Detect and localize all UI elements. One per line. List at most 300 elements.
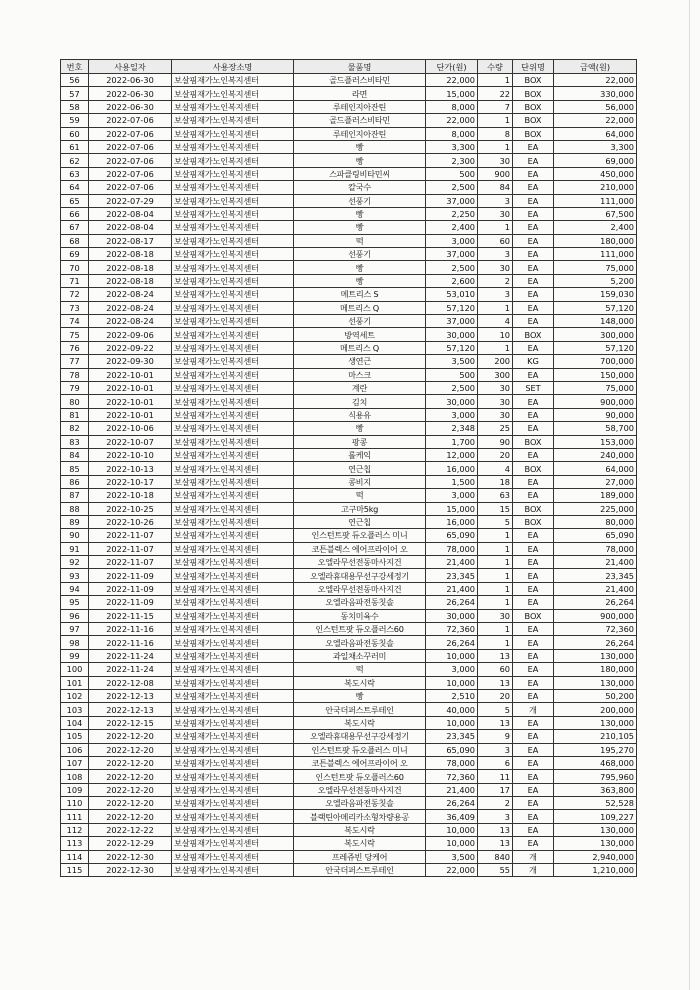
cell-facility: 보살핌재가노인복지센터: [172, 756, 294, 769]
cell-unit-price: 10,000: [426, 676, 478, 689]
cell-unit: EA: [513, 636, 554, 649]
cell-date: 2022-07-06: [89, 140, 172, 153]
cell-unit-price: 26,264: [426, 596, 478, 609]
table-row: [61, 154, 637, 167]
table-row: [61, 556, 637, 569]
cell-quantity: 1: [478, 542, 513, 555]
cell-unit: EA: [513, 489, 554, 502]
cell-date: 2022-10-13: [89, 462, 172, 475]
cell-date: 2022-11-24: [89, 649, 172, 662]
cell-number: 105: [61, 730, 89, 743]
table-row: [61, 489, 637, 502]
cell-facility: 보살핌재가노인복지센터: [172, 850, 294, 863]
cell-item: 오엘라무선전동마사지건: [294, 582, 426, 595]
cell-date: 2022-06-30: [89, 87, 172, 100]
cell-unit-price: 57,120: [426, 301, 478, 314]
cell-item: 떡: [294, 234, 426, 247]
cell-amount: 330,000: [554, 87, 637, 100]
cell-amount: 26,264: [554, 636, 637, 649]
cell-quantity: 1: [478, 636, 513, 649]
cell-date: 2022-11-07: [89, 556, 172, 569]
cell-amount: 57,120: [554, 301, 637, 314]
cell-facility: 보살핌재가노인복지센터: [172, 301, 294, 314]
page-edge: [689, 0, 690, 990]
cell-number: 87: [61, 489, 89, 502]
cell-facility: 보살핌재가노인복지센터: [172, 502, 294, 515]
cell-unit: EA: [513, 261, 554, 274]
table-row: [61, 167, 637, 180]
cell-facility: 보살핌재가노인복지센터: [172, 703, 294, 716]
cell-unit: EA: [513, 596, 554, 609]
cell-unit-price: 16,000: [426, 515, 478, 528]
table-row: [61, 475, 637, 488]
cell-item: 복도시락: [294, 716, 426, 729]
cell-unit-price: 3,000: [426, 234, 478, 247]
cell-date: 2022-12-30: [89, 850, 172, 863]
cell-unit: EA: [513, 167, 554, 180]
cell-unit-price: 22,000: [426, 74, 478, 87]
cell-unit-price: 8,000: [426, 100, 478, 113]
cell-amount: 111,000: [554, 248, 637, 261]
cell-unit-price: 3,000: [426, 663, 478, 676]
table-row: [61, 837, 637, 850]
cell-date: 2022-07-06: [89, 181, 172, 194]
table-row: [61, 408, 637, 421]
cell-amount: 240,000: [554, 448, 637, 461]
cell-facility: 보살핌재가노인복지센터: [172, 864, 294, 877]
cell-unit-price: 30,000: [426, 328, 478, 341]
cell-unit-price: 26,264: [426, 797, 478, 810]
cell-item: 선풍기: [294, 248, 426, 261]
cell-item: 연근칩: [294, 515, 426, 528]
cell-facility: 보살핌재가노인복지센터: [172, 569, 294, 582]
cell-facility: 보살핌재가노인복지센터: [172, 823, 294, 836]
cell-quantity: 11: [478, 770, 513, 783]
cell-number: 115: [61, 864, 89, 877]
cell-date: 2022-12-13: [89, 689, 172, 702]
cell-amount: 180,000: [554, 234, 637, 247]
cell-facility: 보살핌재가노인복지센터: [172, 462, 294, 475]
cell-unit: EA: [513, 395, 554, 408]
cell-facility: 보살핌재가노인복지센터: [172, 100, 294, 113]
cell-item: 방역세트: [294, 328, 426, 341]
cell-quantity: 30: [478, 381, 513, 394]
table-row: [61, 435, 637, 448]
table-row: [61, 422, 637, 435]
cell-amount: 2,940,000: [554, 850, 637, 863]
table-row: [61, 288, 637, 301]
cell-number: 60: [61, 127, 89, 140]
cell-unit: 개: [513, 703, 554, 716]
cell-number: 65: [61, 194, 89, 207]
usage-ledger-table: [60, 59, 637, 877]
cell-unit: EA: [513, 207, 554, 220]
cell-amount: 90,000: [554, 408, 637, 421]
cell-amount: 195,270: [554, 743, 637, 756]
table-row: [61, 542, 637, 555]
cell-date: 2022-11-09: [89, 596, 172, 609]
cell-quantity: 2: [478, 274, 513, 287]
cell-quantity: 3: [478, 743, 513, 756]
table-row: [61, 315, 637, 328]
cell-amount: 52,528: [554, 797, 637, 810]
cell-date: 2022-10-07: [89, 435, 172, 448]
cell-facility: 보살핌재가노인복지센터: [172, 315, 294, 328]
cell-amount: 1,210,000: [554, 864, 637, 877]
cell-amount: 210,000: [554, 181, 637, 194]
cell-date: 2022-10-25: [89, 502, 172, 515]
cell-amount: 75,000: [554, 261, 637, 274]
cell-amount: 111,000: [554, 194, 637, 207]
cell-facility: 보살핌재가노인복지센터: [172, 689, 294, 702]
cell-facility: 보살핌재가노인복지센터: [172, 730, 294, 743]
cell-item: 골드플러스비타민: [294, 74, 426, 87]
cell-facility: 보살핌재가노인복지센터: [172, 542, 294, 555]
cell-unit: BOX: [513, 127, 554, 140]
table-row: [61, 623, 637, 636]
table-row: [61, 864, 637, 877]
cell-quantity: 30: [478, 207, 513, 220]
cell-quantity: 13: [478, 716, 513, 729]
cell-number: 56: [61, 74, 89, 87]
cell-date: 2022-06-30: [89, 74, 172, 87]
cell-item: 프레쥬빈 당케어: [294, 850, 426, 863]
cell-item: 메트리스 Q: [294, 341, 426, 354]
cell-unit: EA: [513, 368, 554, 381]
cell-number: 83: [61, 435, 89, 448]
cell-unit-price: 36,409: [426, 810, 478, 823]
table-row: [61, 221, 637, 234]
cell-facility: 보살핌재가노인복지센터: [172, 797, 294, 810]
cell-facility: 보살핌재가노인복지센터: [172, 87, 294, 100]
cell-unit: EA: [513, 422, 554, 435]
cell-item: 빵: [294, 154, 426, 167]
cell-facility: 보살핌재가노인복지센터: [172, 663, 294, 676]
cell-unit-price: 72,360: [426, 770, 478, 783]
cell-date: 2022-12-13: [89, 703, 172, 716]
cell-amount: 65,090: [554, 529, 637, 542]
cell-quantity: 30: [478, 261, 513, 274]
cell-facility: 보살핌재가노인복지센터: [172, 114, 294, 127]
cell-unit: EA: [513, 797, 554, 810]
cell-unit: SET: [513, 381, 554, 394]
cell-item: 복도시락: [294, 823, 426, 836]
cell-date: 2022-11-16: [89, 636, 172, 649]
cell-unit: EA: [513, 569, 554, 582]
cell-item: 루테인지아잔틴: [294, 127, 426, 140]
cell-item: 인스턴트팟 듀오플러스60: [294, 623, 426, 636]
cell-date: 2022-11-07: [89, 542, 172, 555]
cell-item: 연근칩: [294, 462, 426, 475]
cell-amount: 26,264: [554, 596, 637, 609]
cell-item: 코튼블렉스 에어프라이어 오: [294, 542, 426, 555]
cell-number: 74: [61, 315, 89, 328]
cell-facility: 보살핌재가노인복지센터: [172, 261, 294, 274]
cell-unit-price: 37,000: [426, 248, 478, 261]
cell-date: 2022-07-06: [89, 167, 172, 180]
cell-number: 91: [61, 542, 89, 555]
cell-unit-price: 23,345: [426, 569, 478, 582]
col-header-number: 번호: [61, 60, 89, 74]
cell-number: 100: [61, 663, 89, 676]
cell-quantity: 300: [478, 368, 513, 381]
cell-facility: 보살핌재가노인복지센터: [172, 355, 294, 368]
cell-unit-price: 2,500: [426, 181, 478, 194]
cell-amount: 69,000: [554, 154, 637, 167]
cell-unit: EA: [513, 783, 554, 796]
cell-quantity: 1: [478, 114, 513, 127]
col-header-facility: 사용장소명: [172, 60, 294, 74]
cell-facility: 보살핌재가노인복지센터: [172, 783, 294, 796]
table-row: [61, 569, 637, 582]
cell-facility: 보살핌재가노인복지센터: [172, 743, 294, 756]
cell-quantity: 13: [478, 649, 513, 662]
cell-amount: 210,105: [554, 730, 637, 743]
cell-quantity: 1: [478, 569, 513, 582]
cell-facility: 보살핌재가노인복지센터: [172, 221, 294, 234]
cell-number: 90: [61, 529, 89, 542]
cell-quantity: 1: [478, 74, 513, 87]
cell-facility: 보살핌재가노인복지센터: [172, 623, 294, 636]
cell-number: 107: [61, 756, 89, 769]
cell-unit: BOX: [513, 515, 554, 528]
cell-unit: BOX: [513, 328, 554, 341]
cell-number: 94: [61, 582, 89, 595]
cell-amount: 80,000: [554, 515, 637, 528]
cell-unit: EA: [513, 556, 554, 569]
table-row: [61, 328, 637, 341]
cell-amount: 50,200: [554, 689, 637, 702]
cell-unit-price: 2,510: [426, 689, 478, 702]
cell-number: 88: [61, 502, 89, 515]
cell-amount: 109,227: [554, 810, 637, 823]
cell-unit-price: 2,400: [426, 221, 478, 234]
cell-unit-price: 15,000: [426, 502, 478, 515]
col-header-date: 사용일자: [89, 60, 172, 74]
cell-amount: 180,000: [554, 663, 637, 676]
cell-number: 75: [61, 328, 89, 341]
cell-item: 골드플러스비타민: [294, 114, 426, 127]
table-row: [61, 703, 637, 716]
cell-item: 오엘라무선전동마사지건: [294, 783, 426, 796]
cell-quantity: 25: [478, 422, 513, 435]
cell-number: 112: [61, 823, 89, 836]
table-row: [61, 274, 637, 287]
cell-date: 2022-08-17: [89, 234, 172, 247]
table-row: [61, 194, 637, 207]
cell-unit-price: 78,000: [426, 756, 478, 769]
table-row: [61, 689, 637, 702]
cell-unit: EA: [513, 663, 554, 676]
cell-unit-price: 65,090: [426, 529, 478, 542]
cell-facility: 보살핌재가노인복지센터: [172, 716, 294, 729]
cell-unit: EA: [513, 181, 554, 194]
cell-unit-price: 3,000: [426, 408, 478, 421]
cell-number: 114: [61, 850, 89, 863]
cell-unit: BOX: [513, 502, 554, 515]
cell-number: 84: [61, 448, 89, 461]
cell-facility: 보살핌재가노인복지센터: [172, 248, 294, 261]
cell-facility: 보살핌재가노인복지센터: [172, 515, 294, 528]
cell-amount: 148,000: [554, 315, 637, 328]
cell-unit: EA: [513, 221, 554, 234]
table-row: [61, 368, 637, 381]
cell-facility: 보살핌재가노인복지센터: [172, 288, 294, 301]
cell-item: 빵: [294, 689, 426, 702]
cell-item: 선풍기: [294, 194, 426, 207]
table-row: [61, 515, 637, 528]
cell-date: 2022-12-20: [89, 743, 172, 756]
cell-facility: 보살핌재가노인복지센터: [172, 341, 294, 354]
cell-quantity: 13: [478, 676, 513, 689]
cell-item: 빵: [294, 140, 426, 153]
cell-quantity: 1: [478, 596, 513, 609]
cell-number: 110: [61, 797, 89, 810]
cell-unit-price: 2,500: [426, 261, 478, 274]
cell-item: 라면: [294, 87, 426, 100]
cell-number: 99: [61, 649, 89, 662]
cell-unit-price: 3,500: [426, 355, 478, 368]
cell-item: 메트리스 S: [294, 288, 426, 301]
cell-facility: 보살핌재가노인복지센터: [172, 381, 294, 394]
cell-quantity: 18: [478, 475, 513, 488]
cell-item: 선풍기: [294, 315, 426, 328]
table-row: [61, 114, 637, 127]
cell-item: 빵: [294, 207, 426, 220]
cell-unit-price: 37,000: [426, 315, 478, 328]
cell-number: 109: [61, 783, 89, 796]
cell-amount: 21,400: [554, 582, 637, 595]
cell-facility: 보살핌재가노인복지센터: [172, 167, 294, 180]
cell-date: 2022-08-24: [89, 301, 172, 314]
cell-unit: EA: [513, 194, 554, 207]
table-row: [61, 743, 637, 756]
cell-date: 2022-07-06: [89, 127, 172, 140]
cell-item: 오엘라휴대용무선구강세정기: [294, 569, 426, 582]
cell-facility: 보살핌재가노인복지센터: [172, 140, 294, 153]
cell-unit-price: 21,400: [426, 582, 478, 595]
table-row: [61, 850, 637, 863]
cell-amount: 3,300: [554, 140, 637, 153]
cell-unit: EA: [513, 301, 554, 314]
cell-number: 66: [61, 207, 89, 220]
cell-quantity: 4: [478, 315, 513, 328]
cell-item: 콩비지: [294, 475, 426, 488]
cell-unit-price: 500: [426, 368, 478, 381]
cell-amount: 22,000: [554, 74, 637, 87]
table-row: [61, 355, 637, 368]
cell-quantity: 5: [478, 703, 513, 716]
table-row: [61, 462, 637, 475]
table-row: [61, 127, 637, 140]
cell-unit-price: 72,360: [426, 623, 478, 636]
cell-date: 2022-11-15: [89, 609, 172, 622]
cell-quantity: 3: [478, 194, 513, 207]
cell-number: 86: [61, 475, 89, 488]
cell-facility: 보살핌재가노인복지센터: [172, 274, 294, 287]
cell-number: 57: [61, 87, 89, 100]
cell-quantity: 60: [478, 234, 513, 247]
cell-facility: 보살핌재가노인복지센터: [172, 127, 294, 140]
cell-item: 메트리스 Q: [294, 301, 426, 314]
cell-amount: 900,000: [554, 609, 637, 622]
cell-amount: 130,000: [554, 837, 637, 850]
cell-item: 루테인지아잔틴: [294, 100, 426, 113]
table-row: [61, 582, 637, 595]
cell-number: 85: [61, 462, 89, 475]
cell-date: 2022-12-20: [89, 770, 172, 783]
cell-date: 2022-10-17: [89, 475, 172, 488]
cell-unit-price: 3,500: [426, 850, 478, 863]
cell-item: 블랙틴아메리카소형차량용공: [294, 810, 426, 823]
cell-amount: 23,345: [554, 569, 637, 582]
cell-quantity: 30: [478, 154, 513, 167]
cell-quantity: 1: [478, 341, 513, 354]
cell-date: 2022-09-06: [89, 328, 172, 341]
cell-unit: EA: [513, 582, 554, 595]
cell-quantity: 63: [478, 489, 513, 502]
cell-amount: 57,120: [554, 341, 637, 354]
cell-item: 동치미육수: [294, 609, 426, 622]
cell-quantity: 90: [478, 435, 513, 448]
cell-item: 생연근: [294, 355, 426, 368]
cell-unit-price: 10,000: [426, 837, 478, 850]
cell-amount: 58,700: [554, 422, 637, 435]
cell-item: 빵: [294, 221, 426, 234]
table-row: [61, 649, 637, 662]
cell-number: 73: [61, 301, 89, 314]
cell-quantity: 30: [478, 395, 513, 408]
cell-date: 2022-07-06: [89, 154, 172, 167]
cell-amount: 130,000: [554, 823, 637, 836]
cell-item: 복도시락: [294, 837, 426, 850]
table-row: [61, 636, 637, 649]
cell-date: 2022-12-29: [89, 837, 172, 850]
col-header-quantity: 수량: [478, 60, 513, 74]
cell-number: 59: [61, 114, 89, 127]
cell-item: 빵: [294, 422, 426, 435]
cell-item: 오엘라음파전동칫솔: [294, 636, 426, 649]
cell-unit: EA: [513, 542, 554, 555]
cell-unit-price: 40,000: [426, 703, 478, 716]
cell-quantity: 13: [478, 823, 513, 836]
table-row: [61, 395, 637, 408]
cell-number: 80: [61, 395, 89, 408]
cell-unit-price: 2,600: [426, 274, 478, 287]
cell-unit: EA: [513, 475, 554, 488]
cell-item: 오엘라음파전동칫솔: [294, 596, 426, 609]
cell-number: 81: [61, 408, 89, 421]
cell-date: 2022-12-20: [89, 730, 172, 743]
cell-unit-price: 22,000: [426, 864, 478, 877]
cell-amount: 700,000: [554, 355, 637, 368]
cell-unit: 개: [513, 850, 554, 863]
cell-unit: EA: [513, 448, 554, 461]
cell-amount: 225,000: [554, 502, 637, 515]
cell-unit-price: 22,000: [426, 114, 478, 127]
table-row: [61, 823, 637, 836]
cell-unit-price: 2,300: [426, 154, 478, 167]
cell-number: 96: [61, 609, 89, 622]
cell-date: 2022-11-09: [89, 569, 172, 582]
cell-quantity: 20: [478, 689, 513, 702]
cell-facility: 보살핌재가노인복지센터: [172, 676, 294, 689]
cell-date: 2022-07-29: [89, 194, 172, 207]
cell-number: 103: [61, 703, 89, 716]
cell-unit-price: 2,250: [426, 207, 478, 220]
col-header-unit-price: 단가(원): [426, 60, 478, 74]
cell-unit: EA: [513, 823, 554, 836]
